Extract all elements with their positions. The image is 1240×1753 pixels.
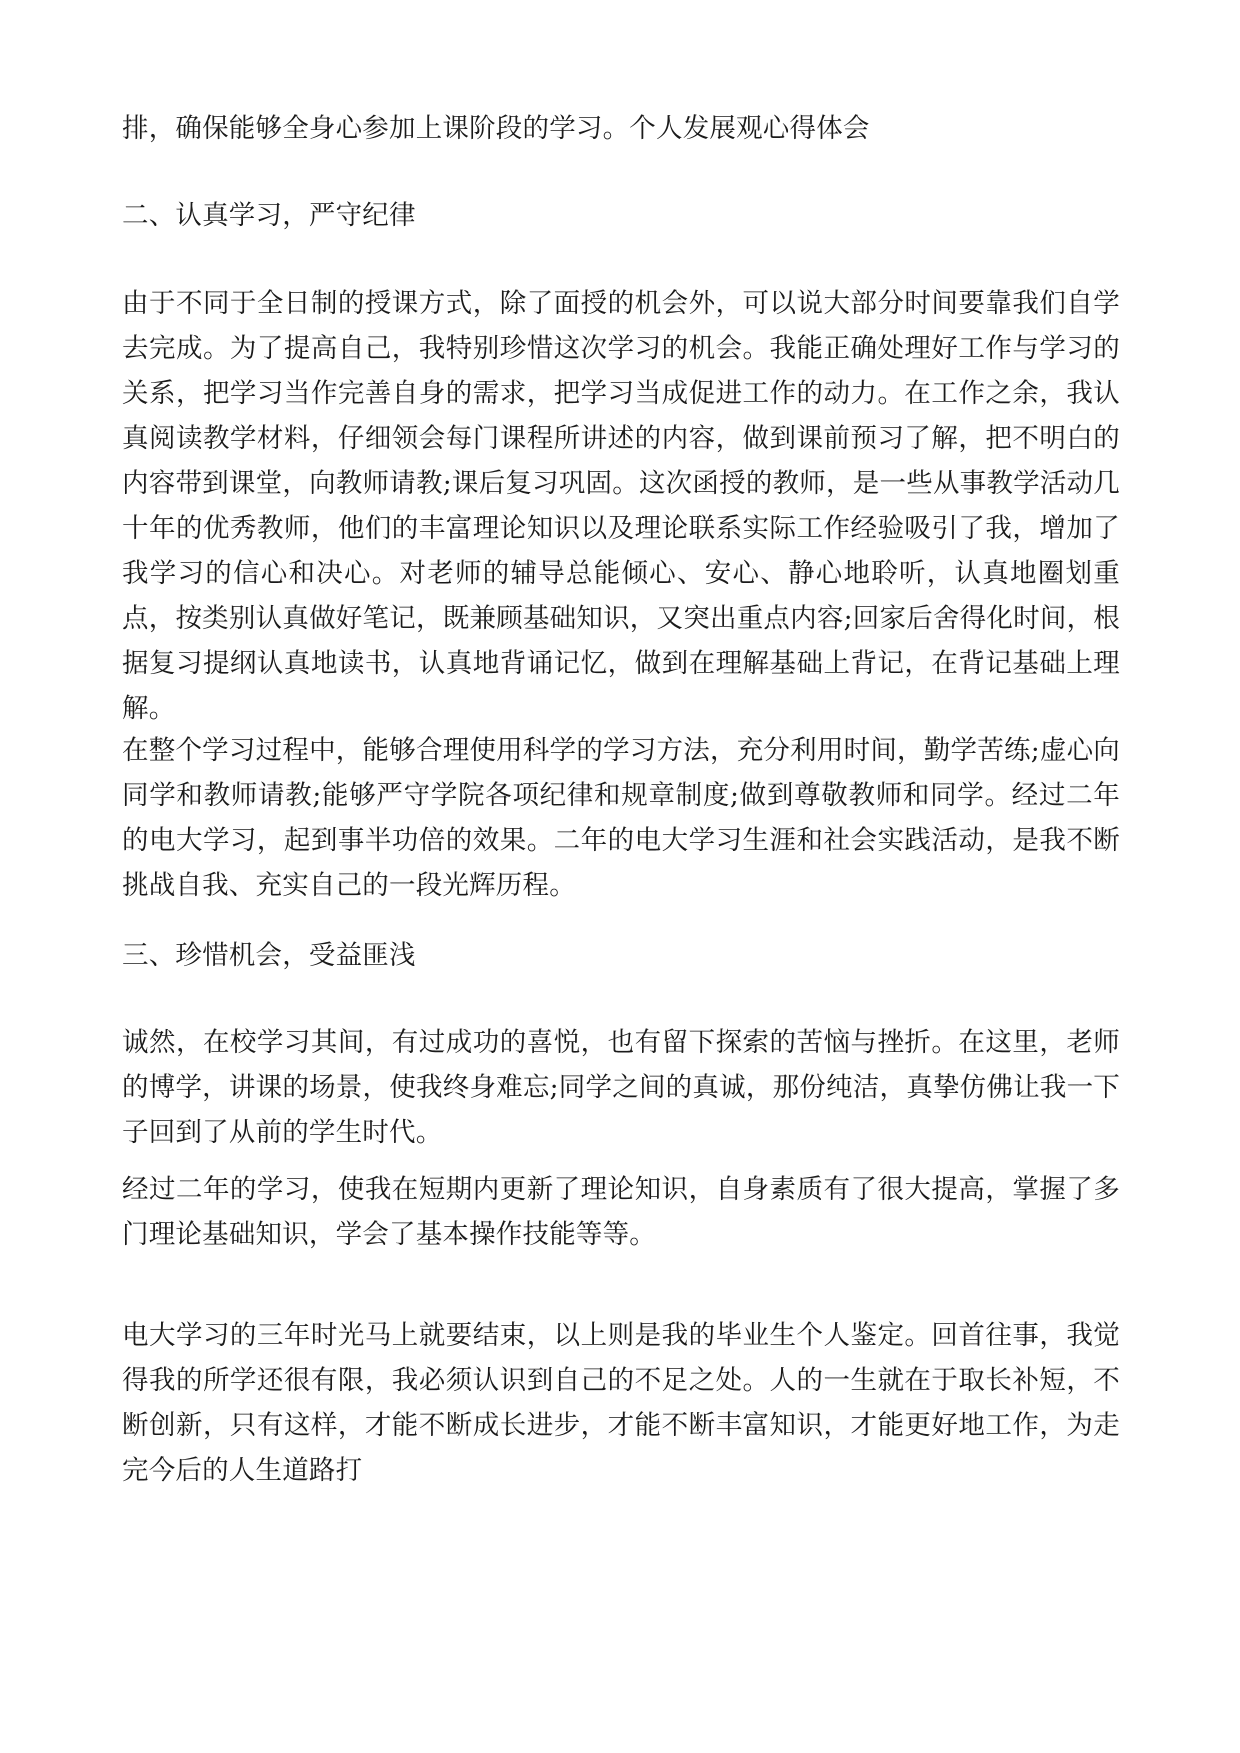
paragraph-memories: 诚然，在校学习其间，有过成功的喜悦，也有留下探索的苦恼与挫折。在这里，老师的博学，讲课的场景，使我终身难忘;同学之间的真诚，那份纯洁，真挚仿佛让我一下子回到了从前的学生时代。	[122, 1027, 1120, 1148]
section-heading-3: 三、珍惜机会，受益匪浅	[122, 940, 416, 971]
paragraph-conclusion: 电大学习的三年时光马上就要结束，以上则是我的毕业生个人鉴定。回首往事，我觉得我的所学还很有限，我必须认识到自己的不足之处。人的一生就在于取长补短，不断创新，只有这样，才能不断成长进步，才能不断丰富知识，才能更好地工作，为走完今后的人生道路打	[122, 1320, 1120, 1486]
paragraph-learning-process: 在整个学习过程中，能够合理使用科学的学习方法，充分利用时间，勤学苦练;虚心向同学和教师请教;能够严守学院各项纪律和规章制度;做到尊敬教师和同学。经过二年的电大学习，起到事半功倍的效果。二年的电大学习生涯和社会实践活动，是我不断挑战自我、充实自己的一段光辉历程。	[122, 735, 1120, 901]
paragraph-intro-continuation: 排，确保能够全身心参加上课阶段的学习。个人发展观心得体会	[122, 113, 870, 144]
paragraph-gains: 经过二年的学习，使我在短期内更新了理论知识，自身素质有了很大提高，掌握了多门理论基础知识，学会了基本操作技能等等。	[122, 1174, 1120, 1250]
paragraph-study-method: 由于不同于全日制的授课方式，除了面授的机会外，可以说大部分时间要靠我们自学去完成。为了提高自己，我特别珍惜这次学习的机会。我能正确处理好工作与学习的关系，把学习当作完善自身的需求，把学习当成促进工作的动力。在工作之余，我认真阅读教学材料，仔细领会每门课程所讲述的内容，做到课前预习了解，把不明白的内容带到课堂，向教师请教;课后复习巩固。这次函授的教师，是一些从事教学活动几十年的优秀教师，他们的丰富理论知识以及理论联系实际工作经验吸引了我，增加了我学习的信心和决心。对老师的辅导总能倾心、安心、静心地聆听，认真地圈划重点，按类别认真做好笔记，既兼顾基础知识，又突出重点内容;回家后舍得化时间，根据复习提纲认真地读书，认真地背诵记忆，做到在理解基础上背记，在背记基础上理解。	[122, 288, 1120, 724]
section-heading-2: 二、认真学习，严守纪律	[122, 200, 416, 231]
